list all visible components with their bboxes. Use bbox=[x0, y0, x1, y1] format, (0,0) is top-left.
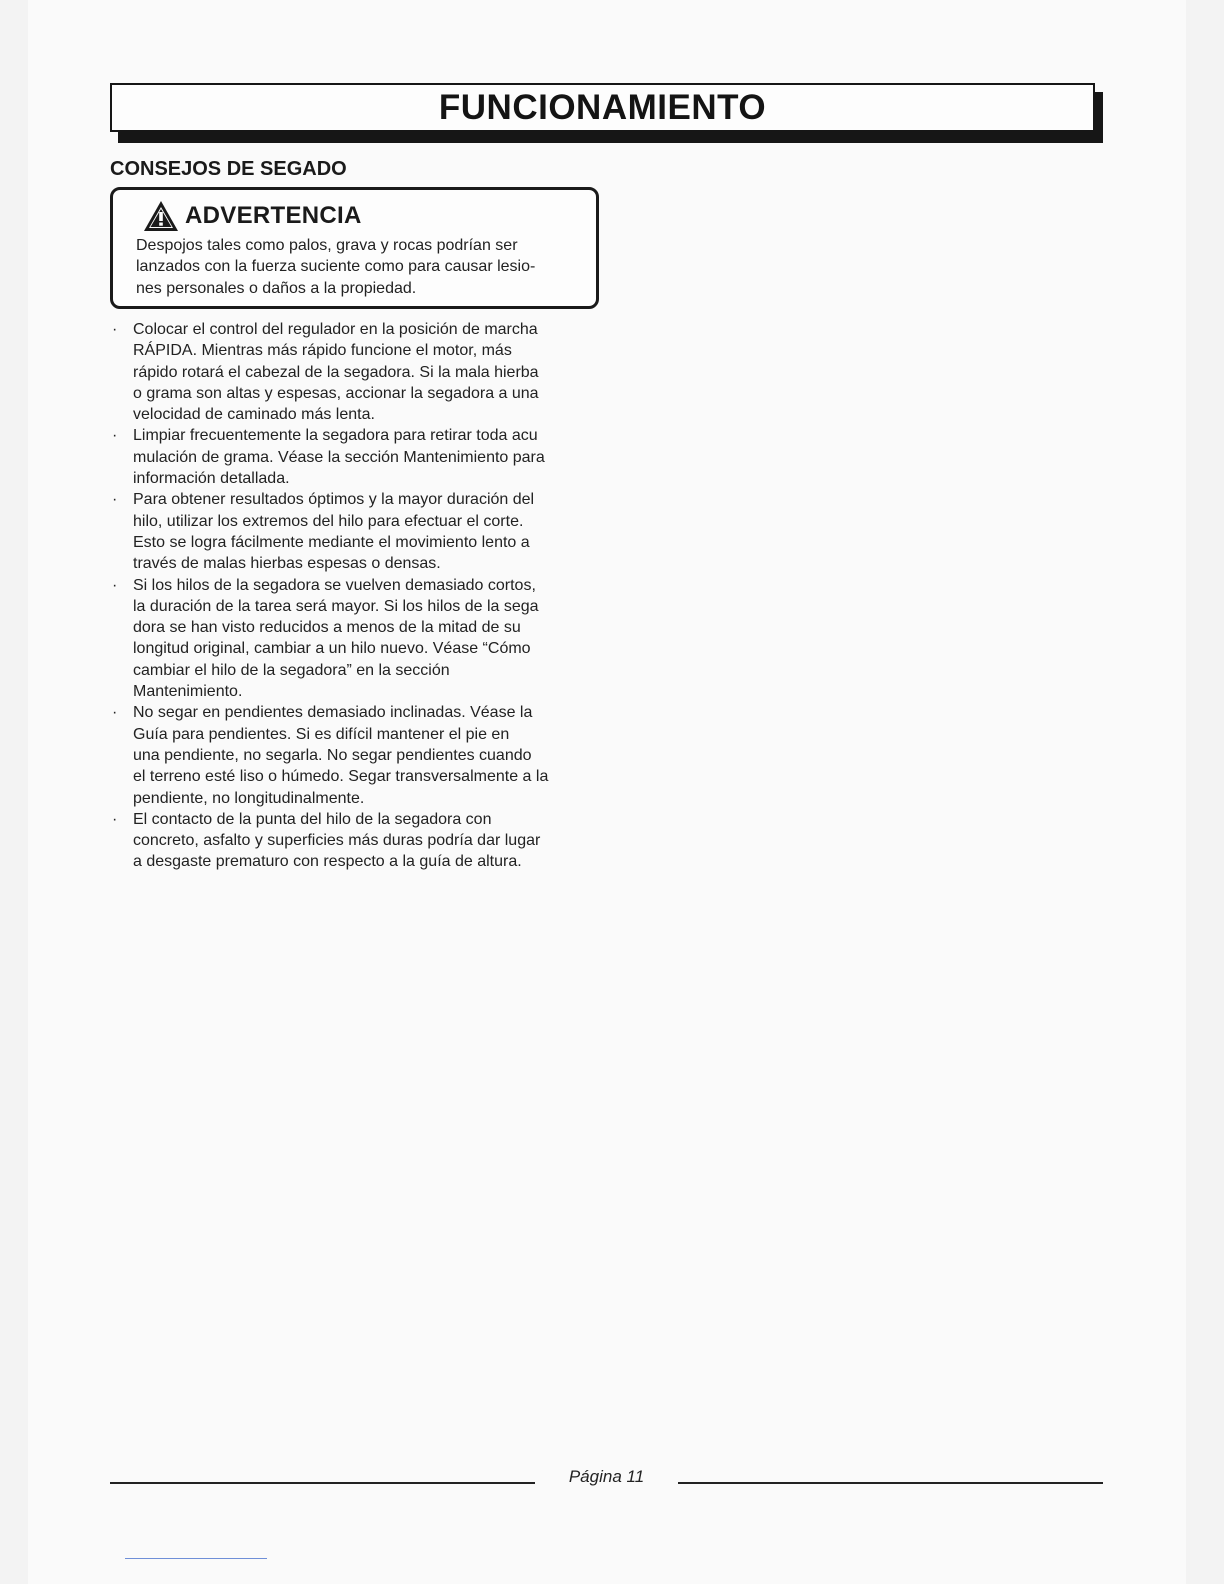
list-item-line: Para obtener resultados óptimos y la mayor duración del bbox=[133, 491, 535, 509]
list-item-line: longitud original, cambiar a un hilo nuevo. Véase “Cómo bbox=[133, 640, 531, 658]
list-item-line: concreto, asfalto y superficies más duras podría dar lugar bbox=[133, 832, 541, 850]
bullet-icon: · bbox=[112, 576, 118, 594]
list-item-line: rápido rotará el cabezal de la segadora. Si la mala hierba bbox=[133, 363, 539, 381]
list-item-line: información detallada. bbox=[133, 470, 290, 488]
list-item-line: Esto se logra fácilmente mediante el movimiento lento a bbox=[133, 533, 530, 551]
list-item bbox=[110, 809, 610, 873]
list-item bbox=[110, 489, 610, 574]
warning-title: ADVERTENCIA bbox=[185, 202, 362, 229]
list-item-line: dora se han visto reducidos a menos de la mitad de su bbox=[133, 619, 521, 637]
page-title: FUNCIONAMIENTO bbox=[438, 87, 767, 127]
list-item-line: una pendiente, no segarla. No segar pendientes cuando bbox=[133, 746, 532, 764]
list-item-line: cambiar el hilo de la segadora” en la sección bbox=[133, 661, 450, 679]
list-item-line: mulación de grama. Véase la sección Mantenimiento para bbox=[133, 448, 545, 466]
bullet-icon: · bbox=[112, 427, 118, 445]
list-item bbox=[110, 702, 610, 808]
bullet-icon: · bbox=[112, 321, 118, 338]
warning-line: lanzados con la fuerza suciente como para causar lesio- bbox=[136, 258, 536, 276]
list-item-line: No segar en pendientes demasiado inclinadas. Véase la bbox=[133, 704, 533, 722]
list-item-line: o grama son altas y espesas, accionar la segadora a una bbox=[133, 384, 539, 402]
warning-box bbox=[110, 187, 599, 309]
list-item-line: RÁPIDA. Mientras más rápido funcione el motor, más bbox=[133, 342, 512, 360]
list-item-line: pendiente, no longitudinalmente. bbox=[133, 789, 365, 807]
list-item-line: el terreno esté liso o húmedo. Segar transversalmente a la bbox=[133, 768, 549, 786]
warning-text bbox=[136, 235, 586, 299]
section-heading: CONSEJOS DE SEGADO bbox=[110, 158, 347, 180]
bullet-icon: · bbox=[112, 704, 118, 722]
list-item-line: Colocar el control del regulador en la posición de marcha bbox=[133, 321, 538, 338]
list-item-line: a desgaste prematuro con respecto a la guía de altura. bbox=[133, 853, 522, 871]
list-item-line: Mantenimiento. bbox=[133, 683, 243, 701]
footer-rule-left bbox=[110, 1482, 535, 1484]
footer-rule-right bbox=[678, 1482, 1103, 1484]
warning-header bbox=[143, 200, 362, 232]
list-item-line: Limpiar frecuentemente la segadora para retirar toda acu bbox=[133, 427, 538, 445]
list-item bbox=[110, 575, 610, 703]
list-item-line: Guía para pendientes. Si es difícil mantener el pie en bbox=[133, 725, 510, 743]
warning-line: Despojos tales como palos, grava y rocas podrían ser bbox=[136, 237, 518, 254]
page-number: Página 11 bbox=[568, 1467, 645, 1486]
mowing-tips-list bbox=[110, 319, 610, 873]
list-item-line: velocidad de caminado más lenta. bbox=[133, 406, 375, 424]
scan-artifact-line bbox=[125, 1558, 267, 1559]
list-item bbox=[110, 425, 610, 489]
list-item-line: Si los hilos de la segadora se vuelven demasiado cortos, bbox=[133, 576, 536, 594]
bullet-icon: · bbox=[112, 810, 118, 828]
list-item-line: El contacto de la punta del hilo de la segadora con bbox=[133, 810, 492, 828]
warning-line: nes personales o daños a la propiedad. bbox=[136, 279, 417, 297]
warning-triangle-icon bbox=[143, 200, 179, 232]
list-item-line: la duración de la tarea será mayor. Si los hilos de la sega bbox=[133, 597, 539, 615]
list-item bbox=[110, 319, 610, 425]
title-banner bbox=[110, 83, 1095, 132]
bullet-icon: · bbox=[112, 491, 118, 509]
list-item-line: través de malas hierbas espesas o densas. bbox=[133, 555, 441, 573]
list-item-line: hilo, utilizar los extremos del hilo para efectuar el corte. bbox=[133, 512, 524, 530]
